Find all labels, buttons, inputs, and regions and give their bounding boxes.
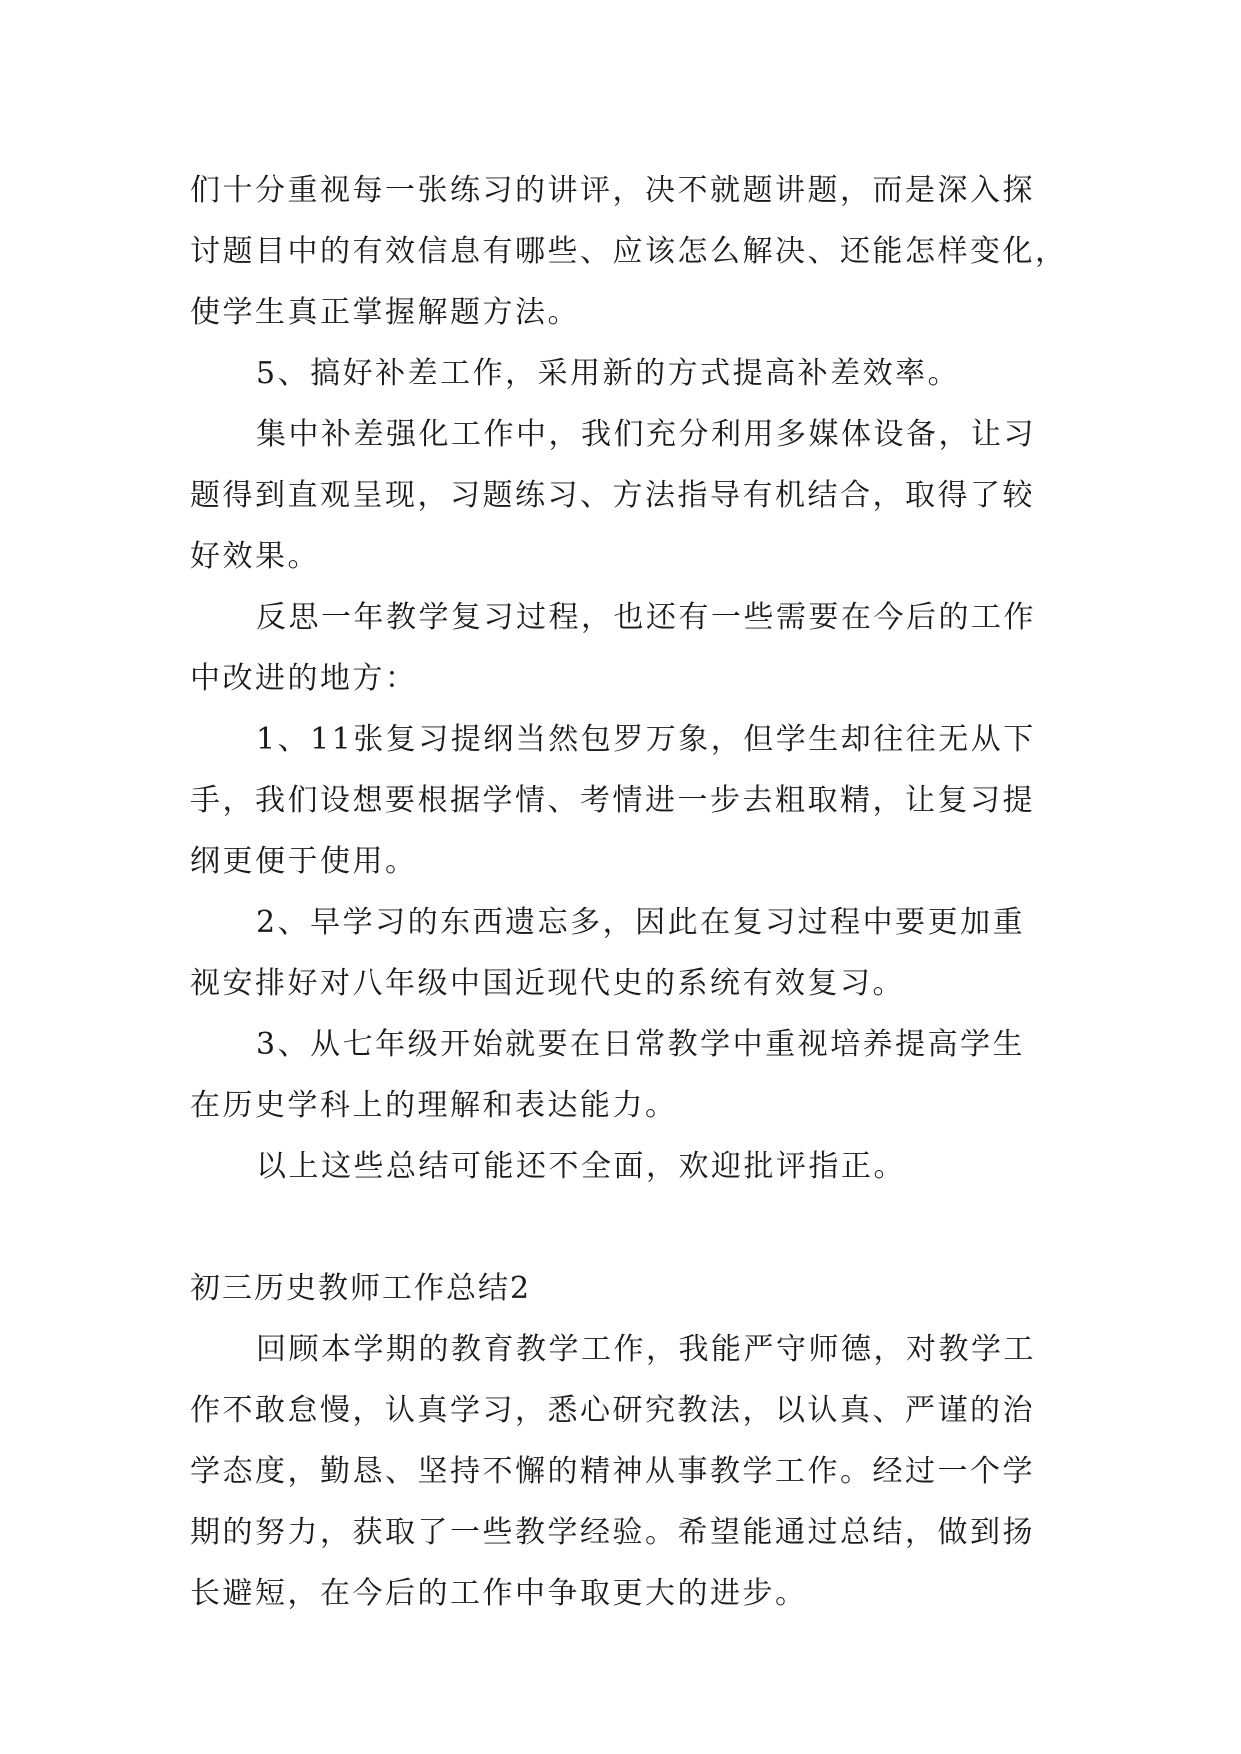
text-line: 们十分重视每一张练习的讲评，决不就题讲题，而是深入探	[190, 173, 1035, 208]
document-body	[190, 160, 1068, 1624]
reflection-item-2	[190, 892, 1052, 1014]
text-line: 好效果。	[190, 539, 320, 574]
text-line: 学态度，勤恳、坚持不懈的精神从事教学工作。经过一个学	[190, 1454, 1035, 1489]
closing-paragraph	[190, 1136, 1052, 1197]
text-line: 视安排好对八年级中国近现代史的系统有效复习。	[190, 966, 905, 1001]
text-line: 2、早学习的东西遗忘多，因此在复习过程中要更加重	[256, 905, 1026, 940]
text-line: 3、从七年级开始就要在日常教学中重视培养提高学生	[256, 1027, 1026, 1062]
text-line: 长避短，在今后的工作中争取更大的进步。	[190, 1576, 808, 1611]
text-line: 反思一年教学复习过程，也还有一些需要在今后的工作	[256, 600, 1036, 635]
text-line: 纲更便于使用。	[190, 844, 418, 879]
section-spacer	[190, 1197, 1052, 1258]
text-line: 题得到直观呈现，习题练习、方法指导有机结合，取得了较	[190, 478, 1035, 513]
paragraph-reflection	[190, 587, 1052, 709]
text-line: 集中补差强化工作中，我们充分利用多媒体设备，让习	[256, 417, 1036, 452]
text-line: 在历史学科上的理解和表达能力。	[190, 1088, 678, 1123]
text-line: 回顾本学期的教育教学工作，我能严守师德，对教学工	[256, 1332, 1036, 1367]
text-line: 作不敢怠慢，认真学习，悉心研究教法，以认真、严谨的治	[190, 1393, 1035, 1428]
text-line: 中改进的地方：	[190, 661, 418, 696]
paragraph-continued	[190, 160, 1068, 343]
text-line: 1、11张复习提纲当然包罗万象，但学生却往往无从下	[256, 722, 1036, 757]
text-line: 以上这些总结可能还不全面，欢迎批评指正。	[256, 1149, 906, 1184]
reflection-item-1	[190, 709, 1052, 892]
text-line: 讨题目中的有效信息有哪些、应该怎么解决、还能怎样变化，	[190, 234, 1068, 269]
section2-paragraph	[190, 1319, 1052, 1624]
reflection-item-3	[190, 1014, 1052, 1136]
text-line: 5、搞好补差工作，采用新的方式提高补差效率。	[256, 356, 961, 391]
text-line: 使学生真正掌握解题方法。	[190, 295, 580, 330]
text-line: 期的努力，获取了一些教学经验。希望能通过总结，做到扬	[190, 1515, 1035, 1550]
list-item-5	[190, 343, 1052, 404]
text-line: 手，我们设想要根据学情、考情进一步去粗取精，让复习提	[190, 783, 1035, 818]
section-title: 初三历史教师工作总结2	[190, 1271, 532, 1306]
paragraph-supplement	[190, 404, 1052, 587]
